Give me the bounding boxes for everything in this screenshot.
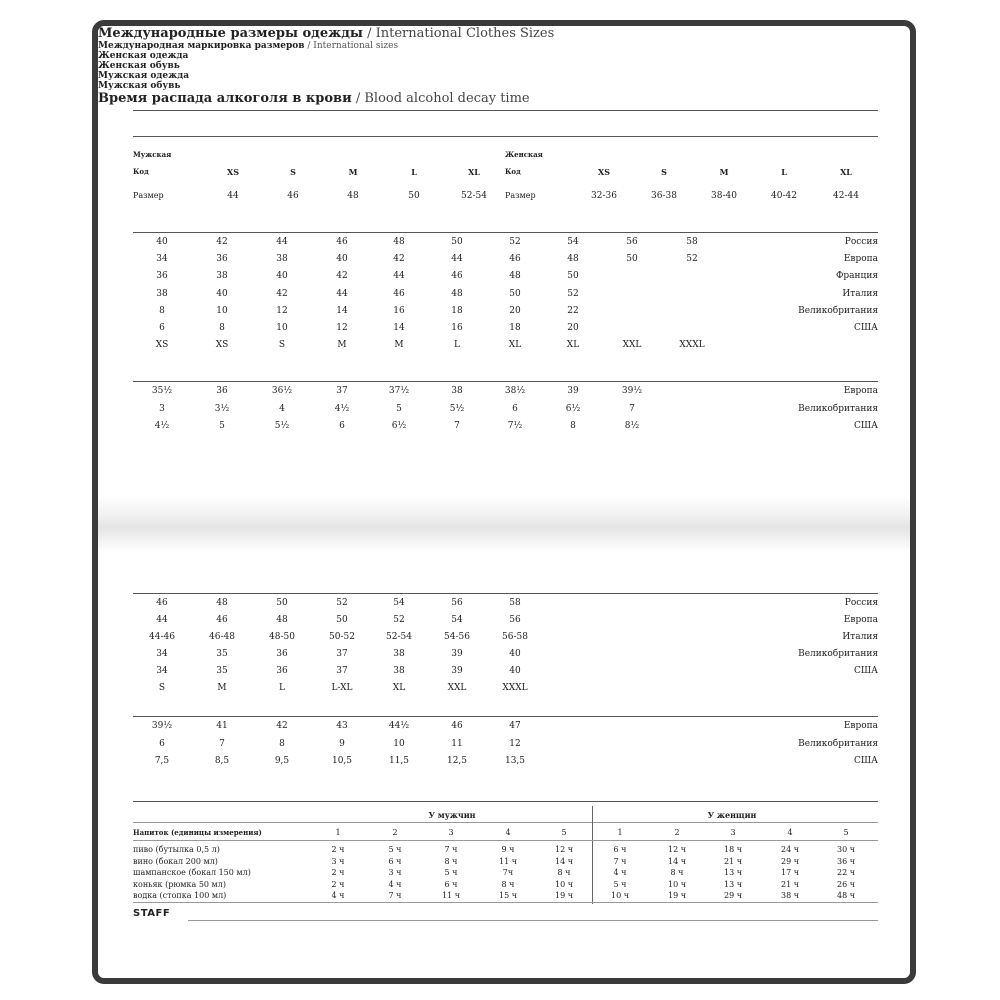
alcohol-title-rule	[133, 801, 878, 802]
men-clothing-cell: XXXL	[502, 683, 528, 693]
women-clothing-cell: 14	[336, 305, 348, 316]
men-code-label: Код	[133, 167, 149, 176]
women-time: 26 ч	[836, 879, 856, 889]
men-code: XS	[227, 167, 239, 177]
drink-name: пиво (бутылка 0,5 л)	[133, 845, 220, 854]
women-label: Женская	[505, 150, 543, 159]
women-shoes-country: США	[854, 421, 878, 431]
women-clothing-cell: 44	[336, 288, 348, 299]
women-clothing-cell: 10	[276, 323, 288, 333]
title-rule	[133, 110, 878, 111]
women-shoes-cell: 5½	[274, 421, 290, 431]
men-time: 8 ч	[557, 868, 571, 877]
men-time: 6 ч	[388, 856, 402, 866]
content	[98, 26, 910, 919]
men-time: 3 ч	[331, 856, 345, 866]
women-clothing-cell: 48	[393, 237, 405, 247]
women-clothing-cell: 20	[567, 323, 579, 333]
men-size: 52-54	[461, 191, 487, 201]
women-clothing-cell: 50	[451, 237, 463, 247]
women-clothing-cell: 38	[216, 271, 228, 282]
women-col-header: 5	[843, 828, 849, 837]
men-shoes-cell: 46	[451, 721, 463, 731]
women-clothing-cell: 20	[509, 305, 521, 316]
men-clothing-cell: 34	[156, 666, 168, 676]
men-col-header: 4	[505, 828, 511, 837]
men-time: 14 ч	[554, 856, 574, 866]
men-clothing-cell: 35	[216, 666, 228, 676]
men-clothing-cell: 44-46	[149, 632, 175, 642]
men-shoes-cell: 6	[159, 738, 165, 749]
men-shoes-cell: 10	[393, 738, 405, 749]
alcohol-divider	[592, 806, 593, 904]
women-shoes-cell: 8	[570, 421, 576, 431]
men-time: 5 ч	[444, 868, 458, 877]
women-clothing-cell: 12	[276, 305, 288, 316]
women-shoes-title	[98, 61, 910, 71]
men-col-header: 1	[335, 828, 341, 837]
women-clothing-cell: L	[454, 340, 460, 351]
women-time: 17 ч	[780, 868, 800, 877]
women-time: 10 ч	[667, 879, 687, 889]
men-clothing-country: Великобритания	[798, 649, 878, 659]
women-clothing-cell: 44	[393, 271, 405, 282]
men-col-header: 3	[448, 828, 454, 837]
men-shoes-rule	[133, 716, 878, 717]
drink-name: шампанское (бокал 150 мл)	[133, 868, 251, 877]
men-clothing-cell: 38	[393, 666, 405, 676]
women-clothing-cell: 40	[276, 271, 288, 282]
women-clothing-cell: XL	[508, 340, 522, 351]
women-clothing-cell: 56	[626, 237, 638, 247]
women-clothing-country: Италия	[842, 288, 878, 299]
men-time: 3 ч	[388, 868, 402, 877]
drink-name: коньяк (рюмка 50 мл)	[133, 879, 226, 889]
men-clothing-cell: 56-58	[502, 632, 528, 642]
men-clothing-cell: 46-48	[209, 632, 235, 642]
men-time: 2 ч	[331, 868, 345, 877]
women-clothing-cell: XXL	[622, 340, 642, 351]
women-clothing-cell: 10	[216, 305, 228, 316]
women-shoes-cell: 6	[512, 403, 518, 414]
women-time: 13 ч	[723, 868, 743, 877]
men-size: 48	[347, 191, 359, 201]
page-title	[98, 26, 910, 41]
women-clothing-cell: 8	[159, 305, 165, 316]
men-shoes-cell: 9,5	[274, 756, 290, 766]
men-size: 50	[408, 191, 420, 201]
women-header: У женщин	[707, 810, 757, 820]
men-clothing-cell: 52-54	[386, 632, 412, 642]
men-shoes-cell: 12	[509, 738, 521, 749]
women-time: 4 ч	[613, 868, 627, 877]
men-col-header: 2	[392, 828, 398, 837]
drink-name: вино (бокал 200 мл)	[133, 856, 218, 866]
women-shoes-cell: 4½	[154, 421, 170, 431]
men-shoes-country: США	[854, 756, 878, 766]
men-clothing-cell: 44	[156, 615, 168, 625]
women-time: 10 ч	[610, 891, 630, 900]
women-clothing-cell: 46	[393, 288, 405, 299]
men-time: 6 ч	[444, 879, 458, 889]
women-size: 42-44	[833, 191, 859, 201]
women-clothing-cell: XS	[155, 340, 169, 351]
women-shoes-cell: 5½	[449, 403, 465, 414]
women-shoes-cell: 38	[451, 386, 463, 396]
women-size: 40-42	[771, 191, 797, 201]
men-clothing-cell: 34	[156, 649, 168, 659]
men-time: 8 ч	[501, 879, 515, 889]
women-code-label: Код	[505, 167, 521, 176]
page-fold	[98, 496, 910, 552]
men-clothing-cell: M	[217, 683, 227, 693]
women-size: 38-40	[711, 191, 737, 201]
women-clothing-cell: 52	[509, 237, 521, 247]
women-clothing-cell: 38	[276, 254, 288, 265]
women-time: 8 ч	[670, 868, 684, 877]
women-code: S	[661, 167, 667, 177]
men-time: 11 ч	[498, 856, 518, 866]
women-time: 18 ч	[723, 845, 743, 854]
women-shoes-cell: 37½	[388, 386, 410, 396]
men-shoes-cell: 8,5	[214, 756, 230, 766]
men-clothing-country: Италия	[842, 632, 878, 642]
men-header: У мужчин	[428, 810, 476, 820]
women-clothing-cell: 42	[393, 254, 405, 265]
women-time: 6 ч	[613, 845, 627, 854]
women-code: XL	[840, 167, 852, 177]
men-clothing-country: США	[854, 666, 878, 676]
women-shoes-cell: 4½	[334, 403, 350, 414]
men-time: 15 ч	[498, 891, 518, 900]
men-shoes-cell: 12,5	[446, 756, 468, 766]
alcohol-header-rule	[133, 822, 878, 823]
women-clothing-cell: 18	[509, 323, 521, 333]
women-clothing-cell: 54	[567, 237, 579, 247]
men-clothing-rule	[133, 593, 878, 594]
men-clothing-cell: 50-52	[329, 632, 355, 642]
women-clothing-cell: S	[278, 340, 286, 351]
men-clothing-cell: L-XL	[331, 683, 353, 693]
men-clothing-cell: 54	[393, 598, 405, 608]
men-time: 4 ч	[388, 879, 402, 889]
women-clothing-cell: 42	[336, 271, 348, 282]
women-time: 14 ч	[667, 856, 687, 866]
women-clothing-cell: 42	[216, 237, 228, 247]
men-shoes-cell: 7	[219, 738, 225, 749]
men-code: L	[411, 167, 417, 177]
men-clothing-cell: XXL	[447, 683, 467, 693]
men-shoes-cell: 47	[509, 721, 521, 731]
women-time: 21 ч	[723, 856, 743, 866]
women-clothing-cell: 36	[156, 271, 168, 282]
women-clothing-cell: 52	[686, 254, 698, 265]
women-code: L	[781, 167, 787, 177]
women-shoes-rule	[133, 381, 878, 382]
women-time: 30 ч	[836, 845, 856, 854]
women-clothing-cell: 52	[567, 288, 579, 299]
women-clothing-cell: 50	[626, 254, 638, 265]
men-clothing-cell: 54	[451, 615, 463, 625]
men-code: S	[290, 167, 296, 177]
women-clothing-cell: 58	[686, 237, 698, 247]
women-clothing-rule	[133, 232, 878, 233]
men-shoes-cell: 10,5	[331, 756, 353, 766]
men-code: M	[348, 167, 358, 177]
women-shoes-country: Великобритания	[798, 403, 878, 414]
men-shoes-country: Европа	[843, 721, 878, 731]
men-clothing-cell: S	[158, 683, 166, 693]
men-time: 12 ч	[554, 845, 574, 854]
women-clothing-cell: 46	[336, 237, 348, 247]
drink-name: водка (стопка 100 мл)	[133, 891, 227, 900]
men-code: XL	[468, 167, 480, 177]
men-shoes-cell: 11,5	[388, 756, 410, 766]
men-clothing-cell: 50	[276, 598, 288, 608]
women-clothing-country: Великобритания	[798, 305, 878, 316]
men-time: 8 ч	[444, 856, 458, 866]
women-clothing-title	[98, 51, 910, 61]
women-shoes-title-ru: Женская обувь	[98, 61, 180, 71]
women-clothing-cell: XL	[566, 340, 580, 351]
women-time: 48 ч	[836, 891, 856, 900]
women-clothing-cell: 48	[509, 271, 521, 282]
men-clothing-cell: 38	[393, 649, 405, 659]
men-shoes-cell: 7,5	[154, 756, 170, 766]
men-clothing-cell: 39	[451, 649, 463, 659]
alcohol-title-en: / Blood alcohol decay time	[351, 91, 530, 106]
men-clothing-cell: 35	[216, 649, 228, 659]
women-shoes-cell: 6	[339, 421, 345, 431]
women-shoes-cell: 38½	[504, 386, 526, 396]
men-clothing-cell: 52	[393, 615, 405, 625]
men-clothing-title-ru: Мужская одежда	[98, 71, 190, 81]
men-clothing-cell: 50	[336, 615, 348, 625]
women-clothing-title-ru: Женская одежда	[98, 51, 189, 61]
men-clothing-country: Европа	[843, 615, 878, 625]
men-shoes-title	[98, 81, 910, 91]
alcohol-title-ru: Время распада алкоголя в крови	[98, 91, 352, 106]
men-time: 7 ч	[388, 891, 402, 900]
men-shoes-cell: 44½	[388, 721, 410, 731]
women-clothing-cell: 18	[451, 305, 463, 316]
women-clothing-cell: 42	[276, 288, 288, 299]
women-clothing-cell: 8	[219, 323, 225, 333]
women-col-header: 4	[787, 828, 793, 837]
intl-sizes-title-ru: Международная маркировка размеров	[98, 41, 305, 51]
women-shoes-cell: 7½	[507, 421, 523, 431]
men-clothing-cell: 40	[509, 649, 521, 659]
page-title-en: / International Clothes Sizes	[362, 26, 555, 41]
women-time: 22 ч	[836, 868, 856, 877]
women-clothing-cell: 48	[451, 288, 463, 299]
women-time: 13 ч	[723, 879, 743, 889]
women-code: M	[719, 167, 729, 177]
men-shoes-cell: 41	[216, 721, 228, 731]
men-time: 2 ч	[331, 845, 345, 854]
men-clothing-cell: 58	[509, 598, 521, 608]
women-clothing-cell: 44	[451, 254, 463, 265]
women-shoes-cell: 6½	[391, 421, 407, 431]
women-shoes-cell: 37	[336, 386, 348, 396]
men-clothing-cell: 40	[509, 666, 521, 676]
women-time: 21 ч	[780, 879, 800, 889]
men-clothing-cell: 37	[336, 666, 348, 676]
women-time: 5 ч	[613, 879, 627, 889]
women-clothing-cell: 6	[159, 323, 165, 333]
intl-sizes-rule	[133, 136, 878, 137]
men-clothing-country: Россия	[844, 598, 878, 608]
women-clothing-cell: 38	[156, 288, 168, 299]
women-shoes-cell: 5	[396, 403, 402, 414]
women-clothing-cell: XXXL	[679, 340, 705, 351]
men-time: 10 ч	[554, 879, 574, 889]
women-shoes-cell: 3½	[214, 403, 230, 414]
men-clothing-cell: 39	[451, 666, 463, 676]
women-clothing-cell: 12	[336, 323, 348, 333]
alcohol-title	[98, 91, 910, 106]
men-shoes-cell: 39½	[151, 721, 173, 731]
men-time: 2 ч	[331, 879, 345, 889]
women-clothing-cell: M	[394, 340, 404, 351]
men-shoes-cell: 11	[451, 738, 463, 749]
men-time: 4 ч	[331, 891, 345, 900]
women-clothing-cell: 14	[393, 323, 405, 333]
women-clothing-cell: 40	[336, 254, 348, 265]
women-clothing-cell: 40	[216, 288, 228, 299]
women-time: 36 ч	[836, 856, 856, 866]
men-clothing-cell: 37	[336, 649, 348, 659]
women-time: 38 ч	[780, 891, 800, 900]
men-shoes-title-ru: Мужская обувь	[98, 81, 181, 91]
women-col-header: 2	[674, 828, 680, 837]
women-shoes-cell: 35½	[151, 386, 173, 396]
men-clothing-cell: 36	[276, 666, 288, 676]
women-clothing-country: США	[854, 323, 878, 333]
men-shoes-cell: 8	[279, 738, 285, 749]
women-clothing-cell: M	[337, 340, 347, 351]
women-clothing-country: Франция	[835, 271, 878, 282]
men-time: 7 ч	[444, 845, 458, 854]
women-shoes-cell: 36½	[271, 386, 293, 396]
men-size-label: Размер	[133, 191, 164, 200]
men-clothing-cell: 46	[156, 598, 168, 608]
women-size: 32-36	[591, 191, 617, 201]
page-frame	[92, 20, 916, 984]
women-clothing-cell: 36	[216, 254, 228, 265]
men-clothing-cell: 54-56	[444, 632, 470, 642]
men-shoes-cell: 43	[336, 721, 348, 731]
drink-header: Напиток (единицы измерения)	[133, 828, 262, 837]
men-clothing-cell: XL	[392, 683, 406, 693]
women-size: 36-38	[651, 191, 677, 201]
men-col-header: 5	[561, 828, 567, 837]
women-clothing-cell: XS	[215, 340, 229, 351]
men-clothing-cell: 46	[216, 615, 228, 625]
women-col-header: 3	[730, 828, 736, 837]
women-shoes-cell: 7	[454, 421, 460, 431]
women-shoes-cell: 5	[219, 421, 225, 431]
men-time: 9 ч	[501, 845, 515, 854]
women-code: XS	[598, 167, 610, 177]
women-shoes-cell: 7	[629, 403, 635, 414]
women-size-label: Размер	[505, 191, 536, 200]
men-clothing-cell: L	[279, 683, 285, 693]
men-size: 44	[227, 191, 239, 201]
women-shoes-cell: 39½	[621, 386, 643, 396]
alcohol-col-rule	[133, 840, 878, 841]
women-shoes-cell: 4	[279, 403, 285, 414]
women-clothing-cell: 44	[276, 237, 288, 247]
men-size: 46	[287, 191, 299, 201]
women-shoes-cell: 36	[216, 386, 228, 396]
men-shoes-cell: 9	[339, 738, 345, 749]
men-shoes-cell: 13,5	[504, 756, 526, 766]
men-clothing-cell: 56	[451, 598, 463, 608]
intl-sizes-title-en: / International sizes	[304, 41, 399, 51]
women-time: 7 ч	[613, 856, 627, 866]
women-clothing-country: Россия	[844, 237, 878, 247]
women-shoes-cell: 39	[567, 386, 579, 396]
women-time: 29 ч	[780, 856, 800, 866]
men-clothing-cell: 48	[216, 598, 228, 608]
men-clothing-cell: 56	[509, 615, 521, 625]
staff-logo: STAFF	[133, 908, 171, 919]
women-shoes-cell: 6½	[565, 403, 581, 414]
women-shoes-country: Европа	[843, 386, 878, 396]
men-label: Мужская	[133, 150, 172, 159]
men-clothing-cell: 52	[336, 598, 348, 608]
men-time: 7ч	[502, 868, 514, 877]
women-time: 24 ч	[780, 845, 800, 854]
women-clothing-cell: 16	[393, 305, 405, 316]
women-clothing-cell: 46	[509, 254, 521, 265]
women-shoes-cell: 8½	[624, 421, 640, 431]
women-time: 29 ч	[723, 891, 743, 900]
women-clothing-cell: 22	[567, 305, 579, 316]
intl-sizes-title	[98, 41, 910, 51]
alcohol-bottom-rule	[133, 902, 878, 903]
women-shoes-cell: 3	[159, 403, 165, 414]
men-time: 11 ч	[441, 891, 461, 900]
page-title-ru: Международные размеры одежды	[98, 26, 363, 41]
men-time: 5 ч	[388, 845, 402, 854]
men-shoes-cell: 42	[276, 721, 288, 731]
men-clothing-cell: 36	[276, 649, 288, 659]
men-time: 19 ч	[554, 891, 574, 900]
women-clothing-country: Европа	[843, 254, 878, 265]
women-clothing-cell: 16	[451, 323, 463, 333]
women-clothing-cell: 50	[509, 288, 521, 299]
women-time: 12 ч	[667, 845, 687, 854]
women-clothing-cell: 40	[156, 237, 168, 247]
women-clothing-cell: 34	[156, 254, 168, 265]
women-clothing-cell: 48	[567, 254, 579, 265]
footer-rule	[188, 920, 878, 921]
women-col-header: 1	[617, 828, 623, 837]
women-clothing-cell: 50	[567, 271, 579, 282]
women-time: 19 ч	[667, 891, 687, 900]
men-clothing-cell: 48	[276, 615, 288, 625]
men-clothing-title	[98, 71, 910, 81]
men-shoes-country: Великобритания	[798, 738, 878, 749]
women-clothing-cell: 46	[451, 271, 463, 282]
men-clothing-cell: 48-50	[269, 632, 295, 642]
